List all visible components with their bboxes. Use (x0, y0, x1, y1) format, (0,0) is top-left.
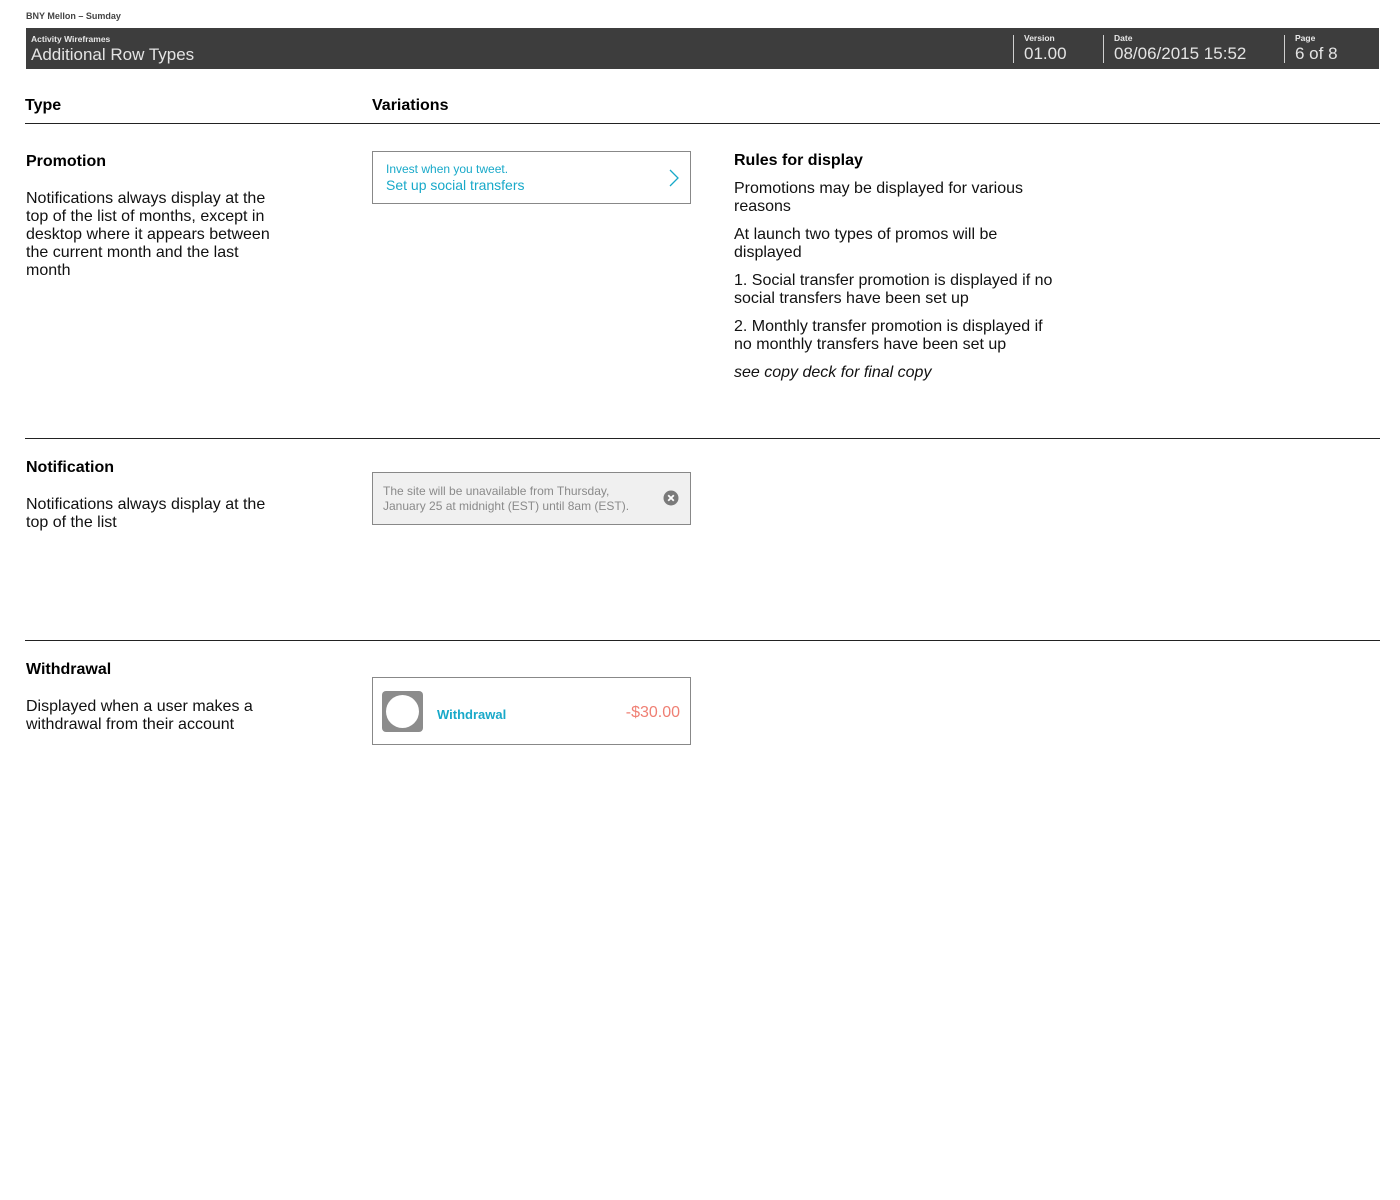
withdrawal-label: Withdrawal (437, 707, 507, 722)
page-field (1284, 35, 1375, 63)
document-title: Additional Row Types (31, 45, 195, 64)
rules-note: see copy deck for final copy (734, 364, 932, 381)
promotion-description: Notifications always display at the top of the list of months, except in desktop where it appears between the current month and the last month (26, 190, 270, 279)
withdrawal-description: Displayed when a user makes a withdrawal from their account (26, 698, 253, 733)
promotion-title: Promotion (26, 153, 106, 170)
document-label: Activity Wireframes (31, 34, 111, 44)
project-name: BNY Mellon – Sumday (26, 11, 121, 21)
version-value: 01.00 (1024, 44, 1067, 63)
notification-message: The site will be unavailable from Thursday, January 25 at midnight (EST) until 8am (EST). (383, 484, 630, 513)
section-divider (25, 640, 1380, 641)
date-field (1103, 35, 1284, 63)
close-icon[interactable] (663, 490, 679, 506)
header-divider (25, 123, 1380, 124)
rules-title: Rules for display (734, 152, 863, 169)
withdrawal-title: Withdrawal (26, 661, 112, 678)
chevron-right-icon[interactable] (668, 168, 680, 188)
notification-card (372, 472, 691, 525)
rules-for-display (734, 152, 1054, 382)
document-title-group (31, 34, 194, 65)
avatar-icon (382, 691, 423, 732)
rule-item: 1. Social transfer promotion is displayed if no social transfers have been set up (734, 272, 1053, 307)
rule-item: 2. Monthly transfer promotion is displayed if no monthly transfers have been set up (734, 318, 1043, 353)
withdrawal-row[interactable] (372, 677, 691, 745)
promotion-card[interactable] (372, 151, 691, 204)
title-bar (26, 28, 1379, 69)
rule-item: Promotions may be displayed for various reasons (734, 180, 1024, 215)
notification-title: Notification (26, 459, 114, 476)
version-field (1013, 35, 1104, 63)
date-label: Date (1114, 33, 1133, 43)
promotion-card-subtitle: Invest when you tweet. (386, 162, 509, 176)
date-value: 08/06/2015 15:52 (1114, 44, 1247, 63)
rule-item: At launch two types of promos will be displayed (734, 226, 998, 261)
page-value: 6 of 8 (1295, 44, 1338, 63)
section-divider (25, 438, 1380, 439)
page-label: Page (1295, 33, 1316, 43)
withdrawal-amount: -$30.00 (625, 704, 680, 721)
notification-description: Notifications always display at the top of the list (26, 496, 266, 531)
column-header-variations: Variations (372, 97, 449, 114)
promotion-card-title: Set up social transfers (386, 177, 525, 193)
version-label: Version (1024, 33, 1055, 43)
column-header-type: Type (25, 97, 62, 114)
